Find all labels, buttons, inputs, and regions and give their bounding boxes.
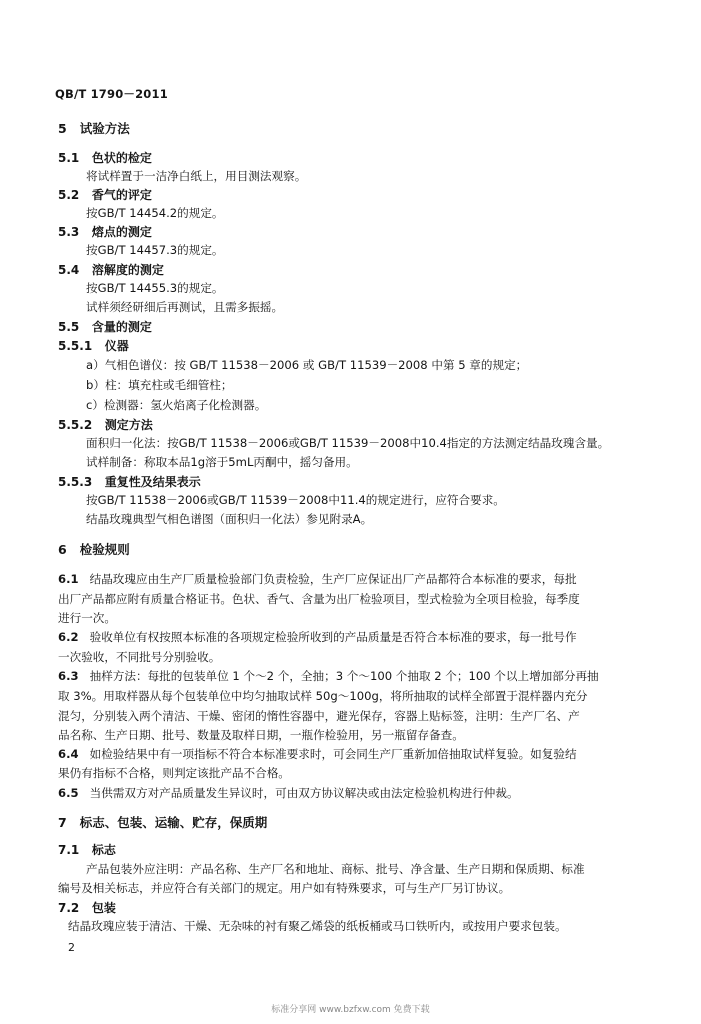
clause-5-5-2-text-2: 试样制备：称取本品1g溶于5mL丙酮中，摇匀备用。	[86, 455, 358, 469]
clause-number: 6.3	[58, 669, 79, 683]
list-item-b: b）柱：填充柱或毛细管柱；	[86, 378, 233, 392]
clause-5-4-text-1: 按GB/T 14455.3的规定。	[86, 281, 224, 295]
clause-title: 溶解度的测定	[91, 263, 164, 277]
section-number: 5	[58, 121, 67, 136]
clause-title: 包装	[91, 901, 116, 915]
clause-number: 5.3	[58, 225, 80, 239]
clause-5-5-1-heading	[58, 340, 129, 352]
clause-5-1-heading	[58, 152, 152, 164]
clause-7-2-line-1: 结晶玫瑰应装于清洁、干燥、无杂味的衬有聚乙烯袋的纸板桶或马口铁听内，或按用户要求包装。	[68, 919, 567, 933]
clause-number: 5.1	[58, 151, 80, 165]
clause-number: 5.5	[58, 320, 80, 334]
clause-6-3-line-3: 混匀，分别装入两个清洁、干燥、密闭的惰性容器中，避光保存，容器上贴标签，注明：生产厂名、产	[58, 709, 580, 723]
clause-text: 如检验结果中有一项指标不符合本标准要求时，可会同生产厂重新加倍抽取试样复验。如复验结	[89, 747, 577, 761]
clause-5-2-text: 按GB/T 14454.2的规定。	[86, 206, 224, 220]
clause-6-4-line-1	[58, 749, 577, 761]
clause-title: 色状的检定	[91, 151, 152, 165]
section-title: 试验方法	[79, 121, 130, 136]
clause-5-5-3-text-1: 按GB/T 11538－2006或GB/T 11539－2008中11.4的规定进行，应符合要求。	[86, 493, 505, 507]
clause-title: 标志	[91, 843, 116, 857]
clause-5-5-2-text-1: 面积归一化法：按GB/T 11538－2006或GB/T 11539－2008中10.4指定的方法测定结晶玫瑰含量。	[86, 436, 610, 450]
clause-6-1-line-1	[58, 574, 577, 586]
clause-5-4-heading	[58, 264, 164, 276]
clause-5-5-3-heading	[58, 476, 201, 488]
clause-6-1-line-3: 进行一次。	[58, 611, 116, 625]
clause-6-4-line-2: 果仍有指标不合格，则判定该批产品不合格。	[58, 766, 290, 780]
clause-text: 当供需双方对产品质量发生异议时，可由双方协议解决或由法定检验机构进行仲裁。	[89, 786, 519, 800]
clause-title: 测定方法	[104, 418, 153, 432]
clause-6-2-line-1	[58, 632, 577, 644]
clause-title: 重复性及结果表示	[104, 475, 201, 489]
clause-text: 结晶玫瑰应由生产厂质量检验部门负责检验，生产厂应保证出厂产品都符合本标准的要求，每批	[89, 572, 577, 586]
clause-number: 5.2	[58, 188, 80, 202]
clause-number: 6.4	[58, 747, 79, 761]
clause-5-4-text-2: 试样须经研细后再测试，且需多振摇。	[86, 300, 284, 314]
clause-6-3-line-2: 取 3%。用取样器从每个包装单位中均匀抽取试样 50g～100g，将所抽取的试样全部置于混样器内充分	[58, 689, 588, 703]
list-item-c: c）检测器：氢火焰离子化检测器。	[86, 398, 267, 412]
clause-number: 7.2	[58, 901, 80, 915]
clause-number: 5.5.2	[58, 418, 93, 432]
list-item-a: a）气相色谱仪：按 GB/T 11538－2006 或 GB/T 11539－2008 中第 5 章的规定；	[86, 358, 528, 372]
section-7-heading	[58, 817, 267, 830]
clause-5-1-text: 将试样置于一洁净白纸上，用目测法观察。	[86, 169, 307, 183]
clause-title: 香气的评定	[91, 188, 152, 202]
clause-6-5-line-1	[58, 788, 519, 800]
clause-6-3-line-1	[58, 671, 599, 683]
footer-watermark: 标准分享网 www.bzfxw.com 免费下载	[271, 1005, 430, 1015]
clause-5-5-heading	[58, 321, 152, 333]
clause-6-3-line-4: 品名称、生产日期、批号、数量及取样日期，一瓶作检验用，另一瓶留存备查。	[58, 728, 464, 742]
section-6-heading	[58, 544, 130, 557]
section-number: 7	[58, 815, 67, 830]
clause-7-1-line-1: 产品包装外应注明：产品名称、生产厂名和地址、商标、批号、净含量、生产日期和保质期、标准	[86, 862, 585, 876]
section-5-heading	[58, 123, 130, 136]
clause-number: 5.5.1	[58, 339, 93, 353]
clause-title: 含量的测定	[91, 320, 152, 334]
clause-number: 5.4	[58, 263, 80, 277]
clause-5-5-2-heading	[58, 419, 153, 431]
section-number: 6	[58, 542, 67, 557]
standard-number-header: QB/T 1790－2011	[55, 87, 168, 101]
clause-6-2-line-2: 一次验收，不同批号分别验收。	[58, 650, 221, 664]
clause-5-3-heading	[58, 226, 152, 238]
clause-5-5-3-text-2: 结晶玫瑰典型气相色谱图（面积归一化法）参见附录A。	[86, 512, 373, 526]
clause-number: 7.1	[58, 843, 80, 857]
clause-title: 仪器	[104, 339, 129, 353]
clause-title: 熔点的测定	[91, 225, 152, 239]
clause-7-1-line-2: 编号及相关标志，并应符合有关部门的规定。用户如有特殊要求，可与生产厂另订协议。	[58, 881, 511, 895]
page-number: 2	[68, 941, 75, 954]
clause-number: 5.5.3	[58, 475, 93, 489]
clause-number: 6.2	[58, 630, 79, 644]
section-title: 检验规则	[79, 542, 130, 557]
clause-6-1-line-2: 出厂产品都应附有质量合格证书。色状、香气、含量为出厂检验项目，型式检验为全项目检验，每季度	[58, 592, 580, 606]
clause-text: 验收单位有权按照本标准的各项规定检验所收到的产品质量是否符合本标准的要求，每一批号作	[89, 630, 577, 644]
clause-5-2-heading	[58, 189, 152, 201]
clause-7-2-heading	[58, 902, 116, 914]
clause-number: 6.5	[58, 786, 79, 800]
section-title: 标志、包装、运输、贮存，保质期	[79, 815, 268, 830]
clause-text: 抽样方法：每批的包装单位 1 个～2 个，全抽；3 个～100 个抽取 2 个；100 个以上增加部分再抽	[89, 669, 599, 683]
clause-number: 6.1	[58, 572, 79, 586]
clause-7-1-heading	[58, 844, 116, 856]
clause-5-3-text: 按GB/T 14457.3的规定。	[86, 243, 224, 257]
